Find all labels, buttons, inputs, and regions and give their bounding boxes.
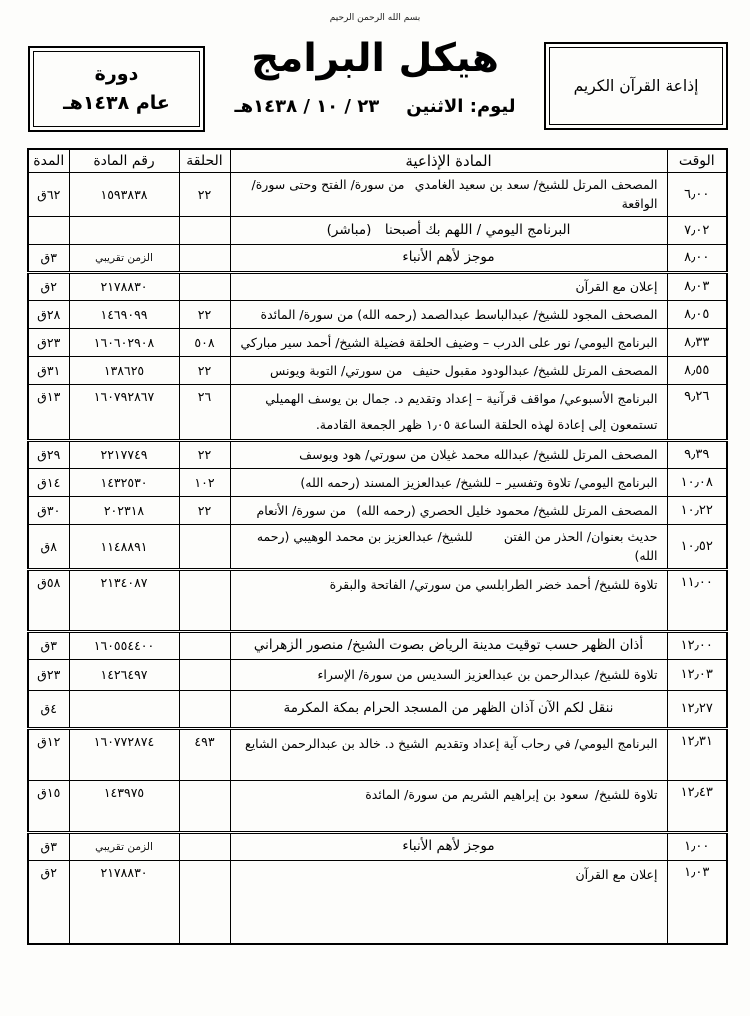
table-row [28,780,727,832]
duration-cell: ٣٠ق [28,496,69,524]
material-cell [230,300,667,328]
duration-cell: ٢ق [28,272,69,300]
duration-cell: ١٣ق [28,384,69,440]
material-number-cell: ١٦٠٧٩٢٨٦٧ [69,384,179,440]
episode-cell [179,569,230,631]
material-cell [230,659,667,690]
material-cell [230,832,667,860]
material-number-cell: ١٦٠٧٧٢٨٧٤ [69,728,179,780]
episode-cell [179,216,230,244]
material-cell [230,356,667,384]
material-number-cell: الزمن تقريبي [69,832,179,860]
episode-cell: ٥٠٨ [179,328,230,356]
time-cell: ١٢٫٠٣ [667,659,727,690]
episode-cell [179,631,230,659]
page-title: هيكل البرامج [251,36,499,81]
header-material: المادة الإذاعية [230,149,667,173]
duration-cell: ٥٨ق [28,569,69,631]
table-row [28,524,727,569]
episode-cell [179,524,230,569]
header-duration: المدة [28,149,69,173]
table-row [28,832,727,860]
material-cell [230,272,667,300]
material-cell [230,440,667,468]
material-number-cell: ١٥٩٣٨٣٨ [69,173,179,217]
material-cell [230,496,667,524]
duration-cell [28,216,69,244]
time-cell: ٨٫٠٥ [667,300,727,328]
material-number-cell [69,216,179,244]
schedule-table [27,148,728,945]
material-text: موجز لأهم الأنباء [402,249,495,266]
table-row [28,384,727,440]
material-text: المصحف المرتل للشيخ/ عبدالله محمد غيلان من سورتي/ هود ويوسف [299,447,658,463]
material-text: المصحف المجود للشيخ/ عبدالباسط عبدالصمد (رحمه الله) من سورة/ المائدة [260,306,658,322]
material-cell [230,244,667,272]
duration-cell: ١٢ق [28,728,69,780]
episode-cell [179,659,230,690]
material-text: البرنامج الأسبوعي/ مواقف قرآنية – إعداد وتقديم د. جمال بن يوسف الهميلي [265,390,658,406]
table-row [28,728,727,780]
material-number-cell: ٢١٧٨٨٣٠ [69,272,179,300]
time-cell: ١٢٫٠٠ [667,631,727,659]
time-cell: ٨٫٣٣ [667,328,727,356]
duration-cell: ٢ق [28,860,69,944]
material-cell [230,569,667,631]
table-row [28,440,727,468]
table-row [28,173,727,217]
table-row [28,690,727,728]
duration-cell: ٨ق [28,524,69,569]
material-number-cell: ١٤٣٢٥٣٠ [69,468,179,496]
episode-cell [179,860,230,944]
session-box [28,46,205,132]
time-cell: ١٫٠٠ [667,832,727,860]
episode-cell: ٢٢ [179,440,230,468]
table-row [28,468,727,496]
material-text: حديث بعنوان/ الحذر من الفتن للشيخ/ عبدالعزيز بن محمد الوهيبي (رحمه الله) [256,528,658,564]
episode-cell: ٢٢ [179,496,230,524]
material-text: تلاوة للشيخ/ عبدالرحمن بن عبدالعزيز السديس من سورة/ الإسراء [317,666,658,682]
material-cell [230,690,667,728]
material-text: موجز لأهم الأنباء [402,838,495,855]
material-cell [230,384,667,440]
material-text: أذان الظهر حسب توقيت مدينة الرياض بصوت الشيخ/ منصور الزهراني [253,637,644,654]
time-cell: ٨٫٠٣ [667,272,727,300]
time-cell: ٩٫٣٩ [667,440,727,468]
material-cell [230,728,667,780]
duration-cell: ٣١ق [28,356,69,384]
material-number-cell: ١١٤٨٨٩١ [69,524,179,569]
session-line2: عام ١٤٣٨هـ [63,92,170,114]
episode-cell [179,690,230,728]
episode-cell: ٢٢ [179,300,230,328]
table-row [28,216,727,244]
material-number-cell: ٢١٣٤٠٨٧ [69,569,179,631]
duration-cell: ٣ق [28,631,69,659]
material-number-cell [69,690,179,728]
session-line1: دورة [94,62,139,85]
time-cell: ١٢٫٣١ [667,728,727,780]
duration-cell: ٢٨ق [28,300,69,328]
header-material-number: رقم المادة [69,149,179,173]
material-cell [230,173,667,217]
time-cell: ٦٫٠٠ [667,173,727,217]
material-cell [230,524,667,569]
material-text: إعلان مع القرآن [575,279,658,295]
material-text: تلاوة للشيخ/ أحمد خضر الطرابلسي من سورتي/ الفاتحة والبقرة [329,576,658,592]
duration-cell: ٣ق [28,244,69,272]
material-text: البرنامج اليومي / اللهم بك أصبحنا (مباشر) [326,221,571,238]
material-number-cell: ١٤٦٩٠٩٩ [69,300,179,328]
episode-cell [179,272,230,300]
material-text: ننقل لكم الآن آذان الظهر من المسجد الحرام بمكة المكرمة [283,700,614,717]
episode-cell: ٢٢ [179,356,230,384]
material-number-cell: ١٦٠٦٠٢٩٠٨ [69,328,179,356]
table-row [28,356,727,384]
bismillah-text: بسم الله الرحمن الرحيم [329,13,421,23]
episode-cell: ١٠٢ [179,468,230,496]
material-number-cell: الزمن تقريبي [69,244,179,272]
table-row [28,328,727,356]
material-cell [230,468,667,496]
table-row [28,244,727,272]
material-text-line2: تستمعون إلى إعادة لهذه الحلقة الساعة ١٫٠٥ ظهر الجمعة القادمة. [315,417,658,433]
table-header-row [28,149,727,173]
header-episode: الحلقة [179,149,230,173]
material-text: البرنامج اليومي/ نور على الدرب – وضيف الحلقة فضيلة الشيخ/ أحمد سير مباركي [240,334,658,350]
duration-cell: ٦٢ق [28,173,69,217]
material-number-cell: ٢٢١٧٧٤٩ [69,440,179,468]
material-text: إعلان مع القرآن [575,866,658,882]
table-row [28,631,727,659]
material-cell [230,780,667,832]
time-cell: ١٢٫٢٧ [667,690,727,728]
time-cell: ٩٫٢٦ [667,384,727,440]
time-cell: ١٫٠٣ [667,860,727,944]
material-text: المصحف المرتل للشيخ/ سعد بن سعيد الغامدي من سورة/ الفتح وحتى سورة/ الواقعة [251,177,658,212]
material-number-cell: ١٤٣٩٧٥ [69,780,179,832]
station-name-box [544,42,728,130]
duration-cell: ١٤ق [28,468,69,496]
header-time: الوقت [667,149,727,173]
material-text: البرنامج اليومي/ تلاوة وتفسير – للشيخ/ عبدالعزيز المسند (رحمه الله) [300,474,658,490]
episode-cell: ٢٦ [179,384,230,440]
time-cell: ١٢٫٤٣ [667,780,727,832]
episode-cell: ٢٢ [179,173,230,217]
material-cell [230,328,667,356]
material-number-cell: ١٣٨٦٢٥ [69,356,179,384]
material-number-cell: ١٦٠٥٥٤٤٠٠ [69,631,179,659]
time-cell: ٧٫٠٢ [667,216,727,244]
duration-cell: ٣ق [28,832,69,860]
material-cell [230,631,667,659]
episode-cell [179,832,230,860]
table-row [28,860,727,944]
material-cell [230,860,667,944]
time-cell: ٨٫٥٥ [667,356,727,384]
station-name: إذاعة القرآن الكريم [573,77,699,95]
table-row [28,569,727,631]
episode-cell [179,780,230,832]
duration-cell: ١٥ق [28,780,69,832]
table-row [28,496,727,524]
material-cell [230,216,667,244]
time-cell: ١٠٫٠٨ [667,468,727,496]
table-row [28,272,727,300]
material-number-cell: ١٤٢٦٤٩٧ [69,659,179,690]
material-text: المصحف المرتل للشيخ/ عبدالودود مقبول حنيف من سورتي/ التوبة ويونس [270,362,658,378]
material-number-cell: ٢٠٢٣١٨ [69,496,179,524]
time-cell: ١٠٫٥٢ [667,524,727,569]
duration-cell: ٢٣ق [28,659,69,690]
duration-cell: ٤ق [28,690,69,728]
time-cell: ٨٫٠٠ [667,244,727,272]
episode-cell [179,244,230,272]
time-cell: ١١٫٠٠ [667,569,727,631]
material-text: المصحف المرتل للشيخ/ محمود خليل الحصري (رحمه الله) من سورة/ الأنعام [256,502,658,518]
episode-cell: ٤٩٣ [179,728,230,780]
table-row [28,659,727,690]
table-row [28,300,727,328]
duration-cell: ٢٩ق [28,440,69,468]
date-line: ليوم: الاثنين ٢٣ / ١٠ / ١٤٣٨هـ [234,96,516,117]
duration-cell: ٢٣ق [28,328,69,356]
material-number-cell: ٢١٧٨٨٣٠ [69,860,179,944]
material-text: تلاوة للشيخ/ سعود بن إبراهيم الشريم من سورة/ المائدة [365,786,658,802]
material-text: البرنامج اليومي/ في رحاب آية إعداد وتقديم الشيخ د. خالد بن عبدالرحمن الشايع [245,735,658,751]
time-cell: ١٠٫٢٢ [667,496,727,524]
